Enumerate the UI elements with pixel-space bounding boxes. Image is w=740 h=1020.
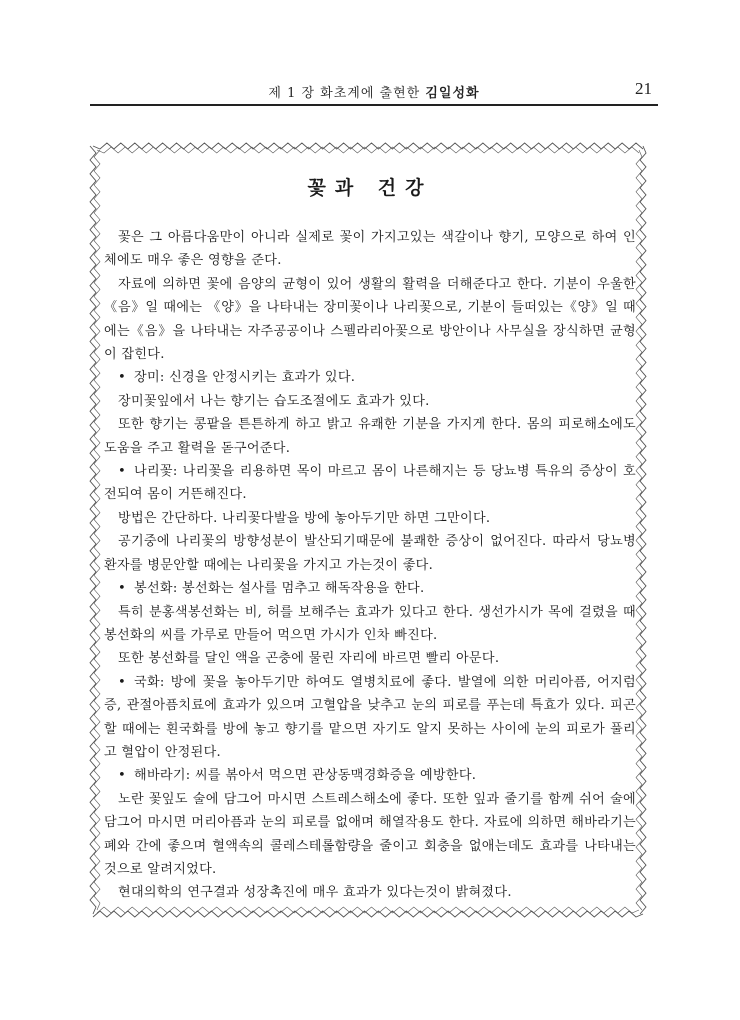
paragraph xyxy=(104,881,636,904)
bullet-icon: • xyxy=(118,768,127,784)
paragraph xyxy=(104,507,636,530)
box-title: 꽃과 건강 xyxy=(307,177,433,199)
paragraph xyxy=(104,601,636,648)
running-title xyxy=(90,82,658,101)
paragraph-text: 국화: 방에 꽃을 놓아두기만 하여도 열병치료에 좋다. 발열에 의한 머리아픔, 어지럼증, 관절아픔치료에 효과가 있으며 고혈압을 낮추고 눈의 피로를 푸는데 특효가 있다. 피곤할 때에는 흰국화를 방에 놓고 향기를 맡으면 자기도 알지 못하는 사이에 눈의 피로가 풀리고 혈압이 안정된다. xyxy=(104,674,636,760)
zigzag-border-line xyxy=(640,146,646,914)
chapter-bold-title: 김일성화 xyxy=(425,86,480,101)
paragraph-text: 특히 분홍색봉선화는 비, 허를 보해주는 효과가 있다고 한다. 생선가시가 목에 걸렸을 때 봉선화의 씨를 가루로 만들어 먹으면 가시가 인차 빠진다. xyxy=(104,604,636,643)
paragraph-text: 나리꽃: 나리꽃을 리용하면 목이 마르고 몸이 나른해지는 등 당뇨병 특유의 증상이 호전되여 몸이 거뜬해진다. xyxy=(104,464,636,503)
paragraph-text: 또한 향기는 콩팥을 튼튼하게 하고 밝고 유쾌한 기분을 가지게 한다. 몸의 피로해소에도 도움을 주고 활력을 돋구어준다. xyxy=(104,417,636,456)
paragraph-text: 노란 꽃잎도 술에 담그어 마시면 스트레스해소에 좋다. 또한 잎과 줄기를 함께 쉬어 술에 담그어 마시면 머리아픔과 눈의 피로를 없애며 해열작용도 한다. 자료에 의하면 해바라기는 폐와 간에 좋으며 혈액속의 콜레스테롤함량을 줄이고 회충을 없애는데도 효과를 나타내는것으로 알려지었다. xyxy=(104,791,636,877)
paragraph-text: 방법은 간단하다. 나리꽃다발을 방에 놓아두기만 하면 그만이다. xyxy=(118,510,491,526)
bullet-icon: • xyxy=(118,370,127,386)
bullet-icon: • xyxy=(118,581,127,597)
paragraph xyxy=(104,390,636,413)
paragraph-text: 장미: 신경을 안정시키는 효과가 있다. xyxy=(134,370,356,386)
bullet-paragraph xyxy=(104,671,636,765)
chapter-label: 제 1 장 화초계에 출현한 xyxy=(268,86,421,101)
bullet-paragraph xyxy=(104,764,636,787)
page-header xyxy=(90,78,658,104)
bullet-paragraph xyxy=(104,460,636,507)
page-number: 21 xyxy=(635,79,652,98)
bullet-paragraph xyxy=(104,577,636,600)
paragraph xyxy=(104,226,636,273)
paragraph-text: 장미꽃잎에서 나는 향기는 습도조절에도 효과가 있다. xyxy=(118,393,430,409)
paragraph xyxy=(104,647,636,670)
paragraph xyxy=(104,273,636,367)
paragraph-text: 꽃은 그 아름다움만이 아니라 실제로 꽃이 가지고있는 색갈이나 향기, 모양으로 하여 인체에도 매우 좋은 영향을 준다. xyxy=(104,230,636,269)
paragraph-text: 또한 봉선화를 달인 액을 곤충에 물린 자리에 바르면 빨리 아문다. xyxy=(118,651,500,667)
zigzag-border-line xyxy=(636,150,642,910)
zigzag-border-line xyxy=(90,146,96,914)
paragraph xyxy=(104,788,636,882)
article-body xyxy=(104,226,636,905)
paragraph-text: 봉선화: 봉선화는 설사를 멈추고 해독작용을 한다. xyxy=(134,581,425,597)
bullet-paragraph xyxy=(104,366,636,389)
paragraph xyxy=(104,413,636,460)
paragraph-text: 해바라기: 씨를 볶아서 먹으면 관상동맥경화증을 예방한다. xyxy=(134,768,477,784)
paragraph xyxy=(104,530,636,577)
header-divider xyxy=(90,104,658,106)
bullet-icon: • xyxy=(118,464,127,480)
paragraph-text: 현대의학의 연구결과 성장촉진에 매우 효과가 있다는것이 밝혀졌다. xyxy=(118,885,512,901)
bullet-icon: • xyxy=(118,674,127,690)
paragraph-text: 자료에 의하면 꽃에 음양의 균형이 있어 생활의 활력을 더해준다고 한다. 기분이 우울한 《음》일 때에는 《양》을 나타내는 장미꽃이나 나리꽃으로, 기분이 들떠있는《양》일 때에는《음》을 나타내는 자주공공이나 스펠라리아꽃으로 방안이나 사무실을 장식하면 균형이 잡힌다. xyxy=(104,276,636,363)
paragraph-text: 공기중에 나리꽃의 방향성분이 발산되기때문에 불쾌한 증상이 없어진다. 따라서 당뇨병환자를 병문안할 때에는 나리꽃을 가지고 가는것이 좋다. xyxy=(104,534,636,573)
